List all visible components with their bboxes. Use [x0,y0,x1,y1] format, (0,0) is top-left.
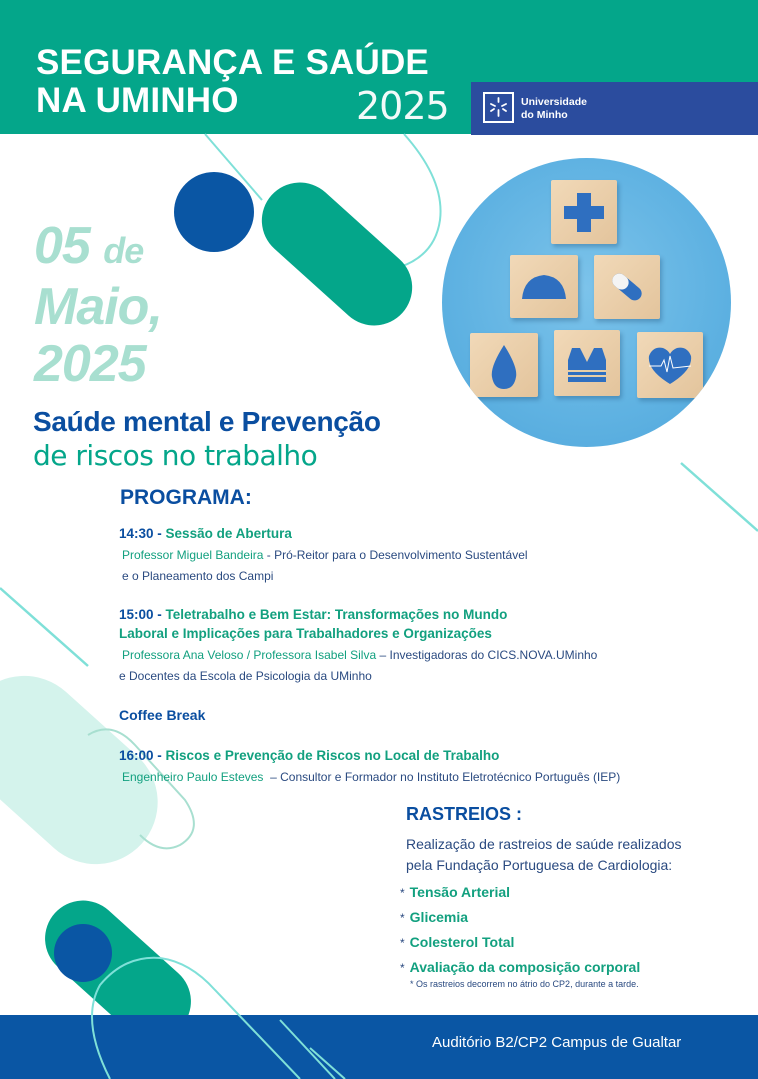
program-event-2 [119,607,597,683]
date-de: de [103,230,144,271]
cube-vest [554,330,620,396]
medical-cross-icon [551,180,617,244]
event-title: Riscos e Prevenção de Riscos no Local de Trabalho [165,748,500,763]
event-location: Auditório B2/CP2 Campus de Gualtar [432,1034,682,1051]
screening-item [400,955,640,980]
event-title: Sessão de Abertura [165,526,292,541]
university-name-line-2: do Minho [521,109,568,121]
cube-drop [470,333,538,397]
event-speaker: Professora Ana Veloso / Professora Isabel Silva [122,648,377,662]
university-name-line-1: Universidade [521,96,587,108]
date-year: 2025 [34,335,146,393]
event-speaker: Professor Miguel Bandeira [122,548,264,562]
screenings-intro-line-1: Realização de rastreios de saúde realizados [406,836,682,852]
bullet-asterisk-icon: * [400,911,405,925]
heartbeat-icon [637,332,703,398]
screening-item-label: Glicemia [409,909,469,925]
cube-heart [637,332,703,398]
program-event-1 [119,526,528,583]
bullet-asterisk-icon: * [400,961,405,975]
screenings-note: * Os rastreios decorrem no átrio do CP2, durante a tarde. [410,979,639,989]
bullet-asterisk-icon: * [400,886,405,900]
cube-pill [594,255,660,319]
health-cubes-photo [442,158,731,447]
screening-item [400,905,640,930]
event-speaker-role: – Investigadoras do CICS.NOVA.UMinho [376,648,598,662]
coffee-break: Coffee Break [119,707,206,723]
screening-item-label: Colesterol Total [409,934,515,950]
screening-item-label: Tensão Arterial [409,884,511,900]
screening-item-label: Avaliação da composição corporal [409,959,641,975]
event-title: Teletrabalho e Bem Estar: Transformações no Mundo [165,607,508,622]
event-speaker-role: – Consultor e Formador no Instituto Eletrotécnico Português (IEP) [263,770,621,784]
subject-title: Saúde mental e Prevenção [33,406,381,437]
hard-hat-icon [510,255,578,318]
blood-drop-icon [470,333,538,397]
cube-cross [551,180,617,244]
cube-hat [510,255,578,318]
date-day: 05 [34,217,90,275]
program-event-3 [119,748,620,786]
title-line-1: SEGURANÇA E SAÚDE [36,43,429,82]
bullet-asterisk-icon: * [400,936,405,950]
event-time: 14:30 - [119,526,162,541]
pill-icon [594,255,660,319]
event-speaker-role-cont: e o Planeamento dos Campi [122,569,274,583]
event-title-cont: Laboral e Implicações para Trabalhadores e Organizações [119,626,492,641]
safety-vest-icon [554,330,620,396]
screening-item [400,880,640,905]
event-speaker-role-cont: e Docentes da Escola de Psicologia da UMinho [119,669,372,683]
event-time: 16:00 - [119,748,162,763]
event-speaker: Engenheiro Paulo Esteves [122,770,264,784]
event-date [34,218,162,393]
date-month: Maio, [34,278,162,336]
screening-item [400,930,640,955]
screenings-title: RASTREIOS : [406,804,523,824]
title-line-2: NA UMINHO [36,81,239,120]
subject-subtitle: de riscos no trabalho [33,439,318,472]
screenings-intro-line-2: pela Fundação Portuguesa de Cardiologia: [406,857,673,873]
title-year: 2025 [356,84,449,128]
screenings-list [400,880,640,980]
event-speaker-role: - Pró-Reitor para o Desenvolvimento Sustentável [263,548,528,562]
program-title: PROGRAMA: [120,486,252,509]
screenings-intro [406,834,682,876]
event-time: 15:00 - [119,607,162,622]
